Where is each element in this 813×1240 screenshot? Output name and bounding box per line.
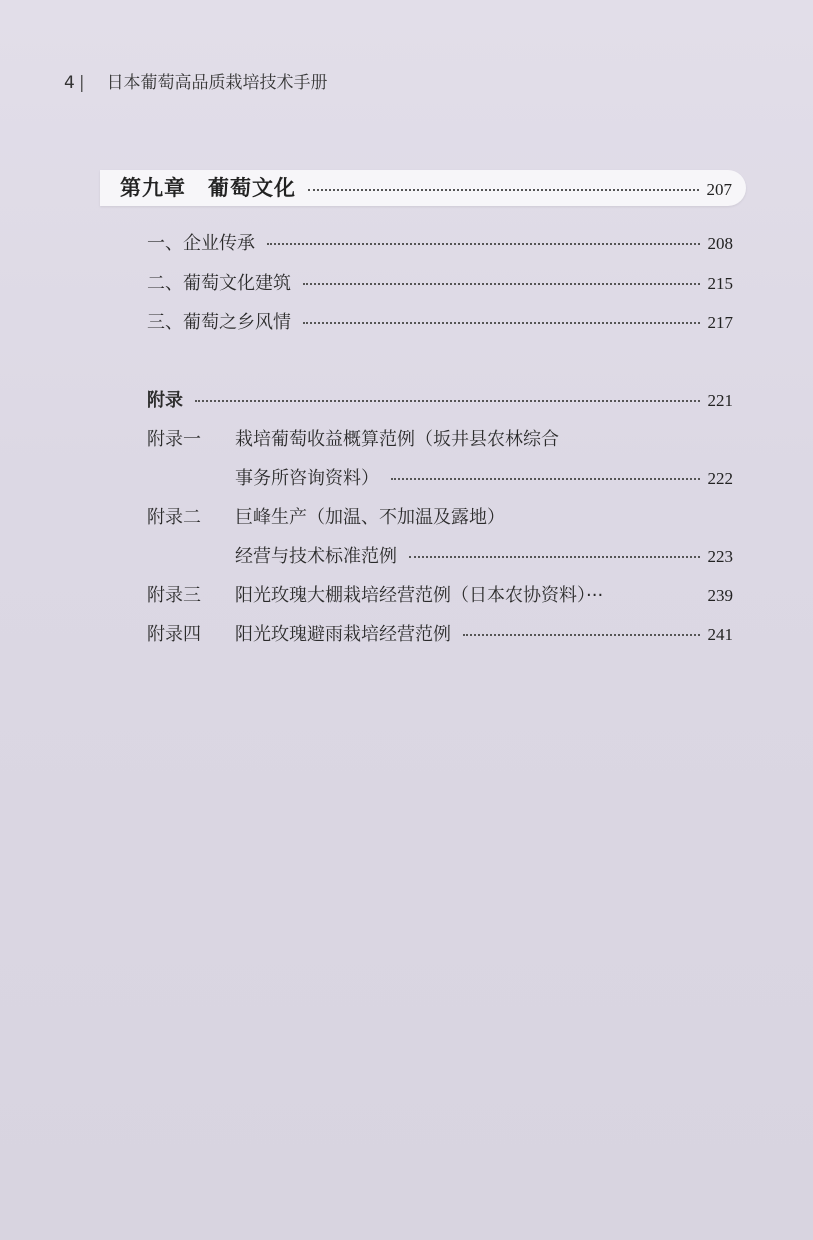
toc-appendix-item[interactable] — [147, 428, 733, 452]
toc-appendix-item-continuation[interactable] — [235, 545, 733, 569]
dot-leader — [391, 478, 700, 480]
appendix-item-title: 栽培葡萄收益概算范例（坂井县农林综合 — [235, 429, 559, 450]
running-header — [64, 68, 328, 93]
section-title: 二、葡萄文化建筑 — [147, 273, 291, 294]
appendix-item-prefix: 附录二 — [147, 507, 201, 528]
appendix-item-title: 阳光玫瑰避雨栽培经营范例 — [235, 624, 451, 645]
page-number: 222 — [707, 469, 733, 488]
page-number: 208 — [707, 234, 733, 253]
appendix-item-prefix: 附录四 — [147, 624, 201, 645]
dot-leader — [409, 556, 700, 558]
appendix-item-prefix: 附录一 — [147, 429, 201, 450]
toc-appendix-item[interactable] — [147, 506, 733, 530]
dot-leader — [308, 189, 699, 191]
section-title: 一、企业传承 — [147, 233, 255, 254]
page-number: 221 — [707, 391, 733, 410]
page-number: 207 — [706, 180, 732, 199]
appendix-item-title: 阳光玫瑰大棚栽培经营范例（日本农协资料）··· — [235, 585, 604, 606]
section-title: 三、葡萄之乡风情 — [147, 312, 291, 333]
toc-appendix-item[interactable] — [147, 584, 733, 608]
dot-leader — [195, 400, 700, 402]
chapter-heading-band — [100, 170, 746, 206]
toc-appendix-item[interactable] — [147, 623, 733, 647]
header-separator: | — [78, 73, 85, 93]
header-book-title: 日本葡萄高品质栽培技术手册 — [106, 73, 328, 93]
page-number: 223 — [707, 547, 733, 566]
dot-leader — [303, 322, 700, 324]
appendix-item-title-continued: 事务所咨询资料） — [235, 468, 379, 489]
appendix-item-title: 巨峰生产（加温、不加温及露地） — [235, 507, 505, 528]
page-number: 215 — [707, 274, 733, 293]
toc-appendix-item-continuation[interactable] — [235, 467, 733, 491]
toc-chapter-entry[interactable] — [120, 176, 732, 202]
chapter-title: 第九章 葡萄文化 — [120, 176, 296, 200]
toc-section-entry[interactable] — [147, 272, 733, 296]
header-page-number: 4 — [64, 73, 75, 93]
appendix-item-title-continued: 经营与技术标准范例 — [235, 546, 397, 567]
appendix-item-prefix: 附录三 — [147, 585, 201, 606]
dot-leader — [303, 283, 700, 285]
dot-leader — [463, 634, 700, 636]
dot-leader — [267, 243, 700, 245]
page-number: 239 — [707, 586, 733, 605]
toc-section-entry[interactable] — [147, 232, 733, 256]
toc-section-entry[interactable] — [147, 311, 733, 335]
toc-appendix-entry[interactable] — [147, 389, 733, 413]
appendix-title: 附录 — [147, 390, 183, 411]
page-number: 241 — [707, 625, 733, 644]
page-number: 217 — [707, 313, 733, 332]
